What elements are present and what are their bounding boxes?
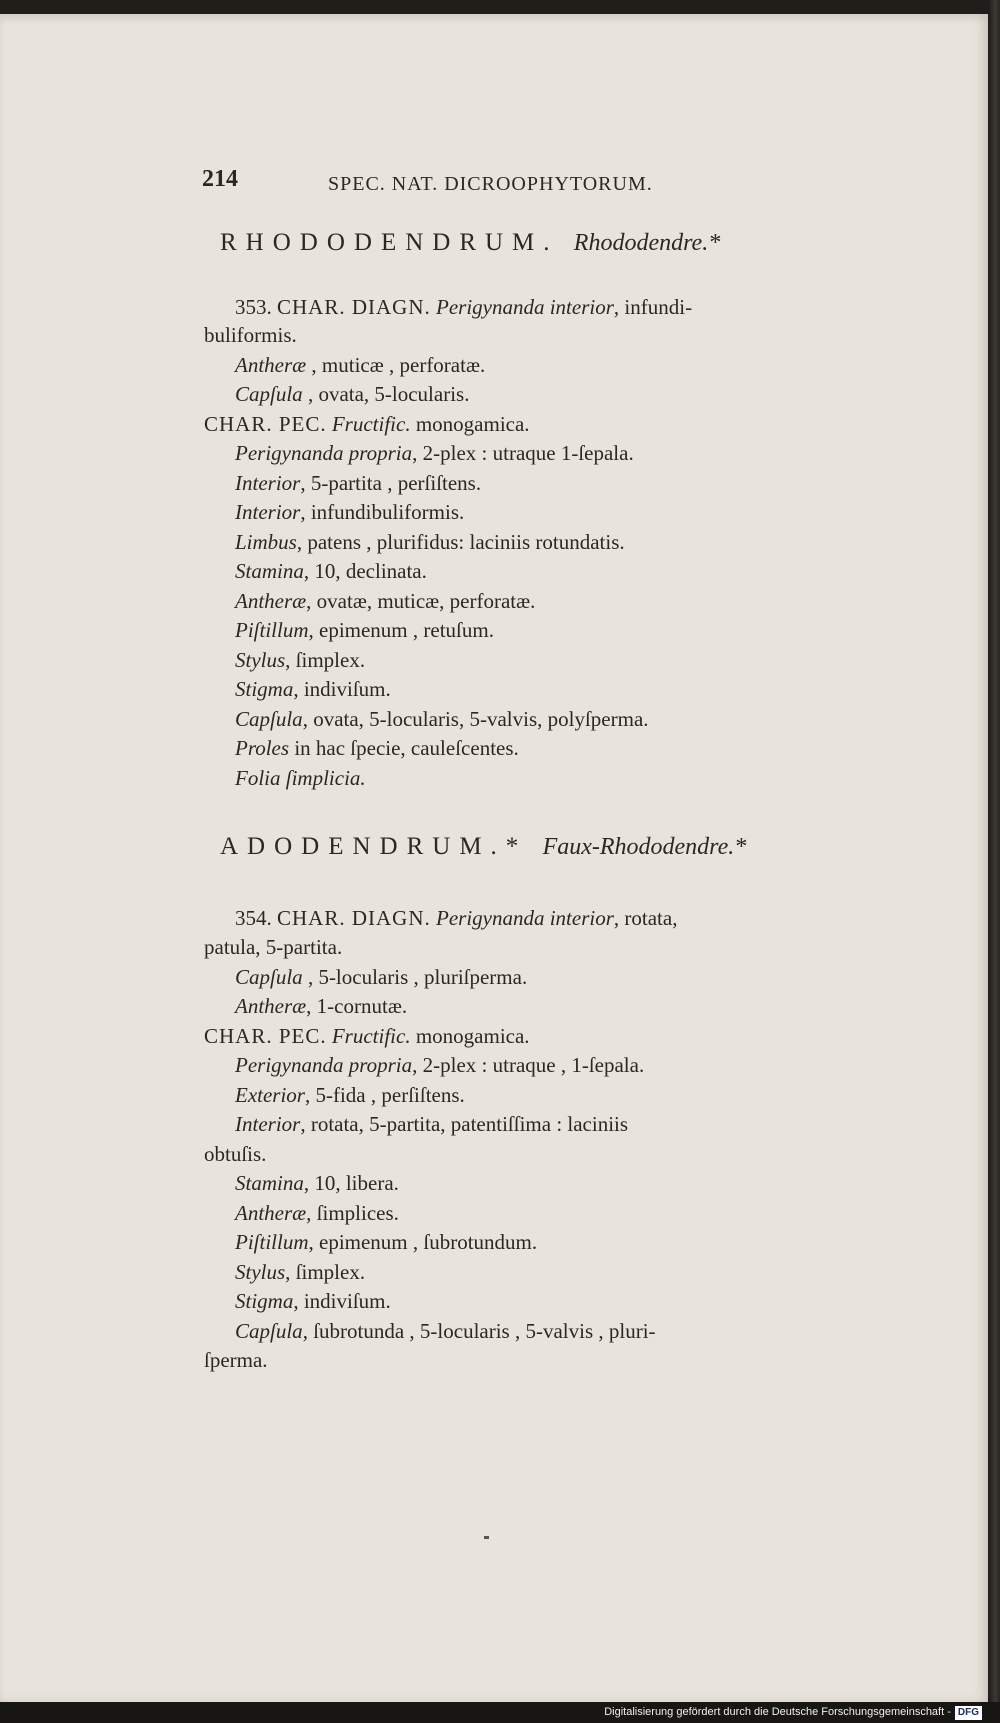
term: Stamina [235,559,304,583]
term: Stigma [235,1289,294,1313]
text-line [235,352,485,378]
genus-heading-1 [220,230,720,256]
description: , ovata, 5-locularis. [307,382,470,406]
char-label: CHAR. DIAGN. [277,295,431,319]
digitization-credit [604,1705,982,1720]
text-line [235,499,464,525]
term: Stigma [235,677,294,701]
description: , ovatæ, muticæ, perforatæ. [306,589,536,613]
text-line [235,647,365,673]
text-line [235,1318,656,1344]
text-line [235,676,391,702]
genus-french-name: Rhododendre.* [573,230,721,256]
text-line: Folia ſimplicia. [235,766,366,790]
text-line [235,440,634,466]
term: Antheræ [235,994,307,1018]
species-number: 353. [235,295,272,319]
genus-heading-2 [220,834,746,860]
term: Stamina [235,1171,304,1195]
description: , 2-plex : utraque 1-ſepala. [412,441,634,465]
scan-right-border [988,0,1000,1723]
char-label: CHAR. DIAGN. [277,906,431,930]
term: Perigynanda interior [436,906,614,930]
description: , ſimplex. [285,648,366,672]
term: Limbus [235,530,297,554]
term: Capſula [235,965,303,989]
text-line [235,1259,365,1285]
description: , rotata, [613,906,678,930]
term: Capſula [235,707,303,731]
text-line [235,1229,537,1255]
term: Perigynanda interior [436,295,614,319]
description: , patens , plurifidus: laciniis rotundatis. [296,530,625,554]
term: Antheræ [235,1201,307,1225]
term: Perigynanda propria [235,1053,413,1077]
description: monogamica. [415,1024,530,1048]
description: in hac ſpecie, cauleſcentes. [294,736,519,760]
ink-speck [484,1536,489,1539]
text-line [235,529,625,555]
description: , indiviſum. [293,677,391,701]
text-line [235,735,519,761]
text-line [235,381,469,407]
description: , 5-locularis , pluriſperma. [307,965,528,989]
genus-french-name: Faux-Rhododendre.* [542,834,747,860]
text-line [235,558,427,584]
char-label: CHAR. PEC. [204,1024,327,1048]
term: Exterior [235,1083,305,1107]
description: , epimenum , ſubrotundum. [308,1230,538,1254]
term: Interior [235,500,301,524]
description: , ſimplices. [306,1201,399,1225]
text-line [235,905,677,931]
text-line [235,1288,391,1314]
book-page [0,14,988,1702]
text-line [235,964,527,990]
page-number: 214 [202,166,238,192]
description: , epimenum , retuſum. [308,618,494,642]
running-title: SPEC. NAT. DICROOPHYTORUM. [328,173,653,195]
term: Perigynanda propria [235,441,413,465]
text-line: buliformis. [204,323,297,347]
text-line [235,1200,399,1226]
description: , 1-cornutæ. [306,994,408,1018]
term: Fructific. [331,1024,411,1048]
text-line: obtuſis. [204,1142,267,1166]
term: Piſtillum [235,1230,309,1254]
term: Piſtillum [235,618,309,642]
description: , 2-plex : utraque , 1-ſepala. [412,1053,645,1077]
text-line: ſperma. [204,1348,268,1372]
term: Capſula [235,382,303,406]
term: Capſula [235,1319,303,1343]
term: Proles [235,736,290,760]
text-line [235,470,481,496]
description: monogamica. [415,412,530,436]
description: , 10, libera. [303,1171,399,1195]
description: , infundi- [613,295,693,319]
description: , ſimplex. [285,1260,366,1284]
text-line [235,706,649,732]
term: Interior [235,471,301,495]
text-line [235,1111,628,1137]
description: , 5-fida , perſiſtens. [304,1083,465,1107]
description: , muticæ , perforatæ. [311,353,486,377]
description: , 5-partita , perſiſtens. [300,471,482,495]
char-label: CHAR. PEC. [204,412,327,436]
term: Interior [235,1112,301,1136]
text-line [204,411,530,437]
text-line [235,993,407,1019]
text-line [235,294,692,320]
term: Stylus [235,1260,286,1284]
text-line [235,617,494,643]
text-line [204,1023,530,1049]
scan-top-border [0,0,1000,14]
genus-name: RHODODENDRUM. [220,229,559,256]
term: Antheræ [235,589,307,613]
description: , 10, declinata. [303,559,427,583]
dfg-logo-icon: DFG [955,1706,982,1720]
description: , rotata, 5-partita, patentiſſima : laciniis [300,1112,629,1136]
text-line [235,588,535,614]
text-line: patula, 5-partita. [204,935,343,959]
description: , ſubrotunda , 5-locularis , 5-valvis , pluri- [302,1319,656,1343]
term: Fructific. [331,412,411,436]
description: , infundibuliformis. [300,500,465,524]
text-line [235,1082,465,1108]
species-number: 354. [235,906,272,930]
genus-name: ADODENDRUM.* [220,833,528,860]
term: Stylus [235,648,286,672]
text-line [235,1052,644,1078]
credit-text: Digitalisierung gefördert durch die Deutsche Forschungsgemeinschaft - [604,1706,951,1718]
term: Antheræ [235,353,307,377]
description: , indiviſum. [293,1289,391,1313]
description: , ovata, 5-locularis, 5-valvis, polyſperma. [302,707,649,731]
text-line [235,1170,399,1196]
